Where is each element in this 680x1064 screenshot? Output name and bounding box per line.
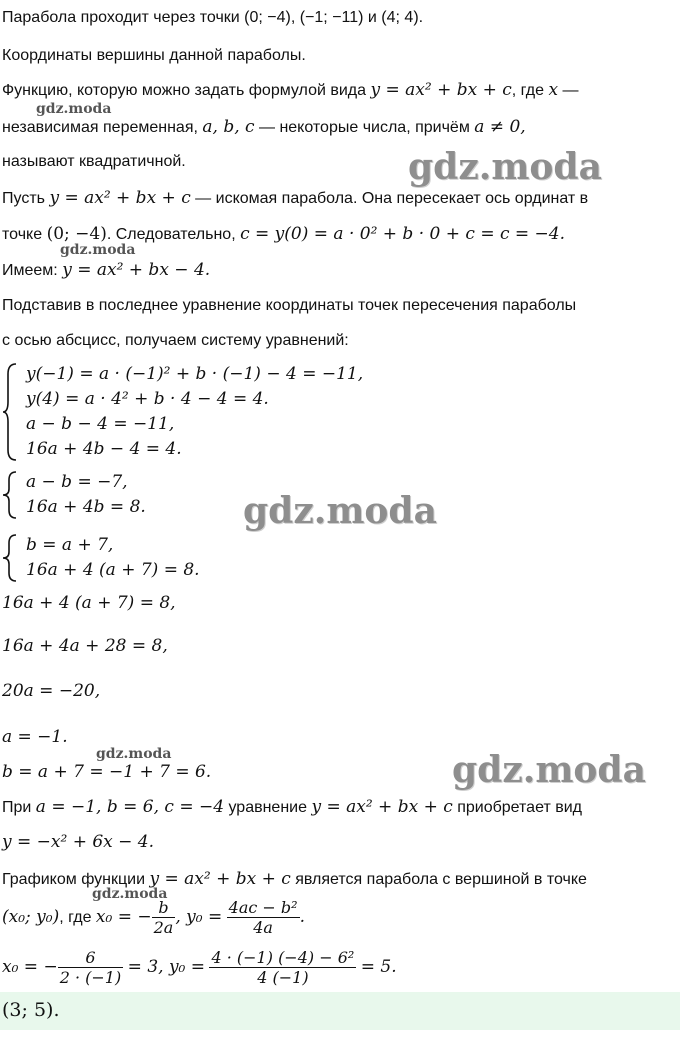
answer-box bbox=[0, 992, 680, 1030]
conclusion-line: При a = −1, b = 6, c = −4 уравнение y = ax² + bx + c приобретает вид bbox=[2, 797, 582, 817]
problem-statement: Парабола проходит через точки (0; −4), (−1; −11) и (4; 4). bbox=[2, 9, 424, 26]
substitution-line-1: Подставив в последнее уравнение координаты точек пересечения параболы bbox=[2, 297, 577, 314]
equation-system-2: a − b = −7, 16a + 4b = 8. bbox=[2, 470, 302, 520]
equation-step-1: 16a + 4 (a + 7) = 8, bbox=[2, 593, 176, 613]
problem-question: Координаты вершины данной параболы. bbox=[2, 47, 306, 64]
fraction-y0-value: $\frac{\text{4 · (−1) (−4) − 6²}}{4 (-1)}$ bbox=[211, 948, 355, 988]
watermark: gdz.moda bbox=[452, 749, 646, 791]
watermark: gdz.moda bbox=[92, 886, 168, 902]
equation-step-4: a = −1. bbox=[2, 727, 68, 747]
watermark: gdz.moda bbox=[36, 101, 112, 117]
answer-value: (3; 5). bbox=[2, 999, 60, 1021]
equation-system-3: b = a + 7, 16a + 4 (a + 7) = 8. bbox=[2, 533, 302, 583]
definition-line-2: независимая переменная, a, b, c — некоторые числа, причём a ≠ 0, bbox=[2, 117, 526, 137]
left-brace-icon bbox=[2, 533, 22, 583]
vertex-statement: Графиком функции y = ax² + bx + c является парабола с вершиной в точке bbox=[2, 869, 587, 889]
fraction-y0: $\frac{\text{4ac − b²}}{4a}$ bbox=[228, 898, 298, 938]
resulting-function: y = −x² + 6x − 4. bbox=[2, 832, 155, 852]
watermark: gdz.moda bbox=[408, 146, 602, 188]
watermark: gdz.moda bbox=[60, 242, 136, 258]
left-brace-icon bbox=[2, 362, 22, 462]
watermark: gdz.moda bbox=[243, 490, 437, 532]
definition-line-3: называют квадратичной. bbox=[2, 153, 186, 170]
left-brace-icon bbox=[2, 470, 22, 520]
equation-step-2: 16a + 4a + 28 = 8, bbox=[2, 636, 168, 656]
fraction-x0: $\frac{b}{2a}$ bbox=[153, 898, 174, 938]
vertex-formula: (x₀; y₀), где x₀ = − $\frac{b}{2a}$ , y₀ = $\frac{\text{4ac − b²}}{4a}$ . bbox=[2, 898, 305, 938]
definition-line-1: Функцию, которую можно задать формулой вида y = ax² + bx + c, где x — bbox=[2, 80, 579, 100]
watermark: gdz.moda bbox=[96, 746, 172, 762]
vertex-computation: x₀ = − $\frac{6}{2 \cdot (-1)}$ = 3, y₀ = $\frac{\text{4 · (−1) (−4) − 6²}}{4 (-1)}$ = 5. bbox=[2, 948, 397, 988]
step-have: Имеем: y = ax² + bx − 4. bbox=[2, 260, 211, 280]
equation-step-3: 20a = −20, bbox=[2, 681, 101, 701]
equation-step-5: b = a + 7 = −1 + 7 = 6. bbox=[2, 762, 212, 782]
fraction-x0-value: $\frac{6}{2 \cdot (-1)}$ bbox=[59, 948, 122, 988]
substitution-line-2: с осью абсцисс, получаем систему уравнений: bbox=[2, 332, 349, 349]
equation-system-1: y(−1) = a · (−1)² + b · (−1) − 4 = −11, y(4) = a · 4² + b · 4 − 4 = 4. a − b − 4 = −11, 16a + 4b − 4 = 4. bbox=[2, 362, 422, 462]
step-let-line-1: Пусть y = ax² + bx + c — искомая парабола. Она пересекает ось ординат в bbox=[2, 188, 589, 208]
step-let-line-2: точке (0; −4). Следовательно, c = y(0) = a · 0² + b · 0 + c = c = −4. bbox=[2, 224, 566, 244]
